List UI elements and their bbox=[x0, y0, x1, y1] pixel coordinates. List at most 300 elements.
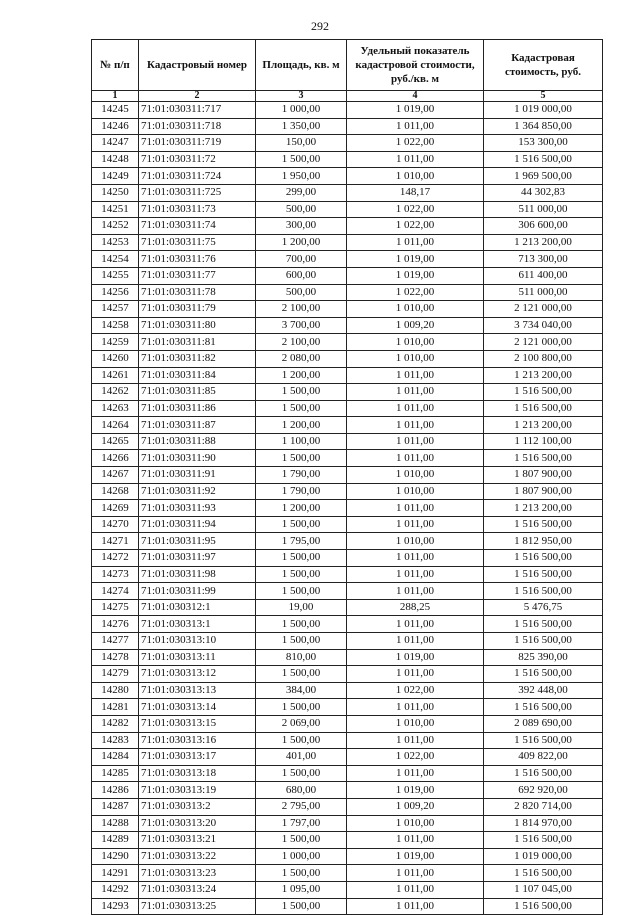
specific-index-cell: 1 010,00 bbox=[347, 334, 484, 351]
area-cell: 1 795,00 bbox=[256, 533, 347, 550]
cadastral-cost-cell: 2 100 800,00 bbox=[484, 350, 603, 367]
row-number-cell: 14277 bbox=[92, 633, 139, 650]
area-cell: 1 200,00 bbox=[256, 234, 347, 251]
row-number-cell: 14259 bbox=[92, 334, 139, 351]
table-row bbox=[92, 284, 603, 301]
table-row bbox=[92, 649, 603, 666]
table-row bbox=[92, 317, 603, 334]
cadastral-cost-cell: 2 820 714,00 bbox=[484, 798, 603, 815]
area-cell: 1 200,00 bbox=[256, 367, 347, 384]
cadastral-number-cell: 71:01:030311:88 bbox=[139, 433, 256, 450]
cadastral-number-cell: 71:01:030311:77 bbox=[139, 267, 256, 284]
cadastral-number-cell: 71:01:030311:99 bbox=[139, 583, 256, 600]
area-cell: 384,00 bbox=[256, 682, 347, 699]
cadastral-cost-cell: 1 516 500,00 bbox=[484, 583, 603, 600]
table-row bbox=[92, 184, 603, 201]
specific-index-cell: 1 011,00 bbox=[347, 765, 484, 782]
specific-index-cell: 1 009,20 bbox=[347, 317, 484, 334]
row-number-cell: 14253 bbox=[92, 234, 139, 251]
table-row bbox=[92, 881, 603, 898]
area-cell: 1 500,00 bbox=[256, 865, 347, 882]
table-row bbox=[92, 400, 603, 417]
row-number-cell: 14252 bbox=[92, 218, 139, 235]
column-number: 4 bbox=[347, 91, 484, 102]
column-number: 2 bbox=[139, 91, 256, 102]
table-row bbox=[92, 334, 603, 351]
cadastral-cost-cell: 1 516 500,00 bbox=[484, 151, 603, 168]
specific-index-cell: 1 011,00 bbox=[347, 384, 484, 401]
table-row bbox=[92, 301, 603, 318]
table-row bbox=[92, 168, 603, 185]
cadastral-cost-cell: 1 516 500,00 bbox=[484, 765, 603, 782]
cadastral-cost-cell: 511 000,00 bbox=[484, 201, 603, 218]
row-number-cell: 14248 bbox=[92, 151, 139, 168]
cadastral-number-cell: 71:01:030313:17 bbox=[139, 749, 256, 766]
area-cell: 1 500,00 bbox=[256, 765, 347, 782]
row-number-cell: 14246 bbox=[92, 118, 139, 135]
specific-index-cell: 1 011,00 bbox=[347, 616, 484, 633]
cadastral-number-cell: 71:01:030311:78 bbox=[139, 284, 256, 301]
specific-index-cell: 1 022,00 bbox=[347, 682, 484, 699]
table-row bbox=[92, 516, 603, 533]
cadastral-number-cell: 71:01:030311:86 bbox=[139, 400, 256, 417]
table-row bbox=[92, 201, 603, 218]
cadastral-cost-cell: 611 400,00 bbox=[484, 267, 603, 284]
specific-index-cell: 1 011,00 bbox=[347, 898, 484, 915]
table-row bbox=[92, 550, 603, 567]
cadastral-cost-cell: 153 300,00 bbox=[484, 135, 603, 152]
cadastral-cost-cell: 1 364 850,00 bbox=[484, 118, 603, 135]
table-row bbox=[92, 782, 603, 799]
cadastral-number-cell: 71:01:030311:94 bbox=[139, 516, 256, 533]
specific-index-cell: 1 011,00 bbox=[347, 234, 484, 251]
table-row bbox=[92, 267, 603, 284]
specific-index-cell: 1 011,00 bbox=[347, 583, 484, 600]
row-number-cell: 14263 bbox=[92, 400, 139, 417]
table-row bbox=[92, 765, 603, 782]
row-number-cell: 14275 bbox=[92, 599, 139, 616]
cadastral-number-cell: 71:01:030311:90 bbox=[139, 450, 256, 467]
cadastral-number-cell: 71:01:030313:22 bbox=[139, 848, 256, 865]
cadastral-cost-cell: 511 000,00 bbox=[484, 284, 603, 301]
table-row bbox=[92, 848, 603, 865]
table-row bbox=[92, 483, 603, 500]
table-row bbox=[92, 433, 603, 450]
area-cell: 1 100,00 bbox=[256, 433, 347, 450]
row-number-cell: 14245 bbox=[92, 102, 139, 119]
table-row bbox=[92, 815, 603, 832]
cadastral-number-cell: 71:01:030311:76 bbox=[139, 251, 256, 268]
specific-index-cell: 1 022,00 bbox=[347, 135, 484, 152]
area-cell: 1 500,00 bbox=[256, 616, 347, 633]
cadastral-number-cell: 71:01:030313:20 bbox=[139, 815, 256, 832]
area-cell: 1 000,00 bbox=[256, 102, 347, 119]
table-row bbox=[92, 865, 603, 882]
specific-index-cell: 1 011,00 bbox=[347, 699, 484, 716]
cadastral-number-cell: 71:01:030311:82 bbox=[139, 350, 256, 367]
cadastral-number-cell: 71:01:030311:73 bbox=[139, 201, 256, 218]
cadastral-number-cell: 71:01:030311:95 bbox=[139, 533, 256, 550]
column-number: 1 bbox=[92, 91, 139, 102]
cadastral-cost-cell: 1 112 100,00 bbox=[484, 433, 603, 450]
cadastral-cost-cell: 1 516 500,00 bbox=[484, 384, 603, 401]
table-row bbox=[92, 118, 603, 135]
table-row bbox=[92, 699, 603, 716]
area-cell: 1 500,00 bbox=[256, 550, 347, 567]
area-cell: 2 080,00 bbox=[256, 350, 347, 367]
specific-index-cell: 1 011,00 bbox=[347, 550, 484, 567]
table-row bbox=[92, 566, 603, 583]
cadastral-number-cell: 71:01:030311:98 bbox=[139, 566, 256, 583]
cadastral-cost-cell: 1 213 200,00 bbox=[484, 234, 603, 251]
cadastral-number-cell: 71:01:030313:10 bbox=[139, 633, 256, 650]
specific-index-cell: 1 011,00 bbox=[347, 566, 484, 583]
specific-index-cell: 1 011,00 bbox=[347, 433, 484, 450]
area-cell: 700,00 bbox=[256, 251, 347, 268]
cadastral-cost-cell: 1 516 500,00 bbox=[484, 566, 603, 583]
cadastral-number-cell: 71:01:030313:1 bbox=[139, 616, 256, 633]
table-row bbox=[92, 350, 603, 367]
table-row bbox=[92, 102, 603, 119]
area-cell: 1 350,00 bbox=[256, 118, 347, 135]
cadastral-number-cell: 71:01:030311:72 bbox=[139, 151, 256, 168]
cadastral-number-cell: 71:01:030311:724 bbox=[139, 168, 256, 185]
specific-index-cell: 1 011,00 bbox=[347, 450, 484, 467]
specific-index-cell: 1 011,00 bbox=[347, 417, 484, 434]
cadastral-cost-cell: 1 516 500,00 bbox=[484, 666, 603, 683]
header-cadastral-cost: Кадастровая стоимость, руб. bbox=[484, 40, 603, 91]
row-number-cell: 14287 bbox=[92, 798, 139, 815]
area-cell: 19,00 bbox=[256, 599, 347, 616]
area-cell: 1 500,00 bbox=[256, 666, 347, 683]
row-number-cell: 14271 bbox=[92, 533, 139, 550]
area-cell: 1 797,00 bbox=[256, 815, 347, 832]
cadastral-number-cell: 71:01:030313:19 bbox=[139, 782, 256, 799]
area-cell: 1 095,00 bbox=[256, 881, 347, 898]
row-number-cell: 14286 bbox=[92, 782, 139, 799]
row-number-cell: 14255 bbox=[92, 267, 139, 284]
specific-index-cell: 1 011,00 bbox=[347, 832, 484, 849]
cadastral-number-cell: 71:01:030313:14 bbox=[139, 699, 256, 716]
cadastral-cost-cell: 1 516 500,00 bbox=[484, 516, 603, 533]
row-number-cell: 14274 bbox=[92, 583, 139, 600]
row-number-cell: 14272 bbox=[92, 550, 139, 567]
table-row bbox=[92, 633, 603, 650]
cadastral-cost-cell: 1 107 045,00 bbox=[484, 881, 603, 898]
specific-index-cell: 288,25 bbox=[347, 599, 484, 616]
row-number-cell: 14266 bbox=[92, 450, 139, 467]
table-body bbox=[92, 102, 603, 915]
table-row bbox=[92, 218, 603, 235]
cadastral-cost-cell: 1 213 200,00 bbox=[484, 500, 603, 517]
table-row bbox=[92, 749, 603, 766]
cadastral-cost-cell: 1 516 500,00 bbox=[484, 616, 603, 633]
cadastral-number-cell: 71:01:030311:80 bbox=[139, 317, 256, 334]
cadastral-cost-cell: 2 121 000,00 bbox=[484, 301, 603, 318]
row-number-cell: 14257 bbox=[92, 301, 139, 318]
cadastral-number-cell: 71:01:030313:13 bbox=[139, 682, 256, 699]
specific-index-cell: 1 019,00 bbox=[347, 251, 484, 268]
cadastral-number-cell: 71:01:030311:75 bbox=[139, 234, 256, 251]
table-row bbox=[92, 467, 603, 484]
header-row-number: № п/п bbox=[92, 40, 139, 91]
table-row bbox=[92, 682, 603, 699]
area-cell: 1 950,00 bbox=[256, 168, 347, 185]
area-cell: 500,00 bbox=[256, 201, 347, 218]
specific-index-cell: 1 010,00 bbox=[347, 301, 484, 318]
specific-index-cell: 1 011,00 bbox=[347, 118, 484, 135]
page-number: 292 bbox=[311, 19, 329, 33]
table-row bbox=[92, 151, 603, 168]
row-number-cell: 14250 bbox=[92, 184, 139, 201]
area-cell: 2 795,00 bbox=[256, 798, 347, 815]
cadastral-number-cell: 71:01:030312:1 bbox=[139, 599, 256, 616]
row-number-cell: 14269 bbox=[92, 500, 139, 517]
cadastral-table-container bbox=[91, 39, 603, 915]
table-row bbox=[92, 599, 603, 616]
area-cell: 810,00 bbox=[256, 649, 347, 666]
cadastral-cost-cell: 1 213 200,00 bbox=[484, 367, 603, 384]
cadastral-cost-cell: 5 476,75 bbox=[484, 599, 603, 616]
table-row bbox=[92, 533, 603, 550]
cadastral-cost-cell: 1 516 500,00 bbox=[484, 732, 603, 749]
area-cell: 1 200,00 bbox=[256, 417, 347, 434]
cadastral-cost-cell: 1 807 900,00 bbox=[484, 483, 603, 500]
row-number-cell: 14292 bbox=[92, 881, 139, 898]
cadastral-number-cell: 71:01:030313:24 bbox=[139, 881, 256, 898]
header-cadastral-number: Кадастровый номер bbox=[139, 40, 256, 91]
specific-index-cell: 1 011,00 bbox=[347, 516, 484, 533]
cadastral-cost-cell: 2 089 690,00 bbox=[484, 715, 603, 732]
row-number-cell: 14258 bbox=[92, 317, 139, 334]
specific-index-cell: 1 011,00 bbox=[347, 732, 484, 749]
cadastral-cost-cell: 1 516 500,00 bbox=[484, 898, 603, 915]
cadastral-cost-cell: 1 019 000,00 bbox=[484, 102, 603, 119]
row-number-cell: 14282 bbox=[92, 715, 139, 732]
cadastral-cost-cell: 1 019 000,00 bbox=[484, 848, 603, 865]
area-cell: 1 790,00 bbox=[256, 483, 347, 500]
specific-index-cell: 1 022,00 bbox=[347, 284, 484, 301]
row-number-cell: 14260 bbox=[92, 350, 139, 367]
table-row bbox=[92, 450, 603, 467]
table-row bbox=[92, 583, 603, 600]
specific-index-cell: 1 011,00 bbox=[347, 151, 484, 168]
row-number-cell: 14293 bbox=[92, 898, 139, 915]
area-cell: 150,00 bbox=[256, 135, 347, 152]
cadastral-cost-cell: 1 812 950,00 bbox=[484, 533, 603, 550]
cadastral-cost-cell: 1 516 500,00 bbox=[484, 832, 603, 849]
row-number-cell: 14288 bbox=[92, 815, 139, 832]
cadastral-number-cell: 71:01:030313:2 bbox=[139, 798, 256, 815]
area-cell: 1 500,00 bbox=[256, 898, 347, 915]
table-row bbox=[92, 417, 603, 434]
column-number-row bbox=[92, 91, 603, 102]
cadastral-cost-cell: 409 822,00 bbox=[484, 749, 603, 766]
cadastral-cost-cell: 1 516 500,00 bbox=[484, 400, 603, 417]
cadastral-number-cell: 71:01:030311:85 bbox=[139, 384, 256, 401]
row-number-cell: 14281 bbox=[92, 699, 139, 716]
area-cell: 1 000,00 bbox=[256, 848, 347, 865]
table-row bbox=[92, 384, 603, 401]
row-number-cell: 14264 bbox=[92, 417, 139, 434]
area-cell: 1 500,00 bbox=[256, 400, 347, 417]
cadastral-number-cell: 71:01:030311:97 bbox=[139, 550, 256, 567]
cadastral-number-cell: 71:01:030313:23 bbox=[139, 865, 256, 882]
cadastral-cost-cell: 1 213 200,00 bbox=[484, 417, 603, 434]
table-row bbox=[92, 135, 603, 152]
area-cell: 1 200,00 bbox=[256, 500, 347, 517]
cadastral-number-cell: 71:01:030311:717 bbox=[139, 102, 256, 119]
row-number-cell: 14273 bbox=[92, 566, 139, 583]
area-cell: 1 500,00 bbox=[256, 566, 347, 583]
area-cell: 680,00 bbox=[256, 782, 347, 799]
area-cell: 2 100,00 bbox=[256, 334, 347, 351]
cadastral-number-cell: 71:01:030313:18 bbox=[139, 765, 256, 782]
row-number-cell: 14284 bbox=[92, 749, 139, 766]
cadastral-number-cell: 71:01:030313:16 bbox=[139, 732, 256, 749]
cadastral-cost-cell: 825 390,00 bbox=[484, 649, 603, 666]
cadastral-cost-cell: 1 516 500,00 bbox=[484, 633, 603, 650]
specific-index-cell: 1 011,00 bbox=[347, 881, 484, 898]
area-cell: 1 500,00 bbox=[256, 832, 347, 849]
cadastral-cost-cell: 692 920,00 bbox=[484, 782, 603, 799]
cadastral-cost-cell: 2 121 000,00 bbox=[484, 334, 603, 351]
table-row bbox=[92, 715, 603, 732]
cadastral-cost-cell: 44 302,83 bbox=[484, 184, 603, 201]
row-number-cell: 14256 bbox=[92, 284, 139, 301]
area-cell: 1 500,00 bbox=[256, 633, 347, 650]
row-number-cell: 14279 bbox=[92, 666, 139, 683]
cadastral-number-cell: 71:01:030311:87 bbox=[139, 417, 256, 434]
row-number-cell: 14251 bbox=[92, 201, 139, 218]
area-cell: 3 700,00 bbox=[256, 317, 347, 334]
cadastral-cost-cell: 1 516 500,00 bbox=[484, 865, 603, 882]
area-cell: 500,00 bbox=[256, 284, 347, 301]
cadastral-number-cell: 71:01:030311:93 bbox=[139, 500, 256, 517]
area-cell: 1 500,00 bbox=[256, 699, 347, 716]
table-row bbox=[92, 798, 603, 815]
row-number-cell: 14285 bbox=[92, 765, 139, 782]
specific-index-cell: 1 011,00 bbox=[347, 400, 484, 417]
row-number-cell: 14262 bbox=[92, 384, 139, 401]
specific-index-cell: 1 019,00 bbox=[347, 267, 484, 284]
cadastral-number-cell: 71:01:030313:25 bbox=[139, 898, 256, 915]
cadastral-cost-cell: 392 448,00 bbox=[484, 682, 603, 699]
row-number-cell: 14265 bbox=[92, 433, 139, 450]
specific-index-cell: 1 022,00 bbox=[347, 218, 484, 235]
area-cell: 401,00 bbox=[256, 749, 347, 766]
specific-index-cell: 1 011,00 bbox=[347, 367, 484, 384]
table-row bbox=[92, 666, 603, 683]
cadastral-value-table bbox=[91, 39, 603, 915]
cadastral-cost-cell: 713 300,00 bbox=[484, 251, 603, 268]
specific-index-cell: 1 010,00 bbox=[347, 483, 484, 500]
table-header-row bbox=[92, 40, 603, 91]
specific-index-cell: 1 019,00 bbox=[347, 848, 484, 865]
specific-index-cell: 148,17 bbox=[347, 184, 484, 201]
row-number-cell: 14254 bbox=[92, 251, 139, 268]
cadastral-number-cell: 71:01:030313:21 bbox=[139, 832, 256, 849]
specific-index-cell: 1 010,00 bbox=[347, 533, 484, 550]
row-number-cell: 14291 bbox=[92, 865, 139, 882]
area-cell: 1 500,00 bbox=[256, 151, 347, 168]
row-number-cell: 14249 bbox=[92, 168, 139, 185]
area-cell: 299,00 bbox=[256, 184, 347, 201]
specific-index-cell: 1 011,00 bbox=[347, 633, 484, 650]
cadastral-number-cell: 71:01:030311:79 bbox=[139, 301, 256, 318]
specific-index-cell: 1 011,00 bbox=[347, 865, 484, 882]
table-row bbox=[92, 732, 603, 749]
cadastral-number-cell: 71:01:030311:719 bbox=[139, 135, 256, 152]
table-row bbox=[92, 616, 603, 633]
row-number-cell: 14267 bbox=[92, 467, 139, 484]
row-number-cell: 14276 bbox=[92, 616, 139, 633]
cadastral-number-cell: 71:01:030311:74 bbox=[139, 218, 256, 235]
area-cell: 1 500,00 bbox=[256, 516, 347, 533]
column-number: 3 bbox=[256, 91, 347, 102]
specific-index-cell: 1 010,00 bbox=[347, 467, 484, 484]
area-cell: 2 069,00 bbox=[256, 715, 347, 732]
specific-index-cell: 1 010,00 bbox=[347, 168, 484, 185]
cadastral-number-cell: 71:01:030313:11 bbox=[139, 649, 256, 666]
area-cell: 2 100,00 bbox=[256, 301, 347, 318]
row-number-cell: 14270 bbox=[92, 516, 139, 533]
header-specific-index: Удельный показатель кадастровой стоимости, руб./кв. м bbox=[347, 40, 484, 91]
cadastral-number-cell: 71:01:030311:84 bbox=[139, 367, 256, 384]
specific-index-cell: 1 010,00 bbox=[347, 815, 484, 832]
table-row bbox=[92, 251, 603, 268]
cadastral-cost-cell: 1 969 500,00 bbox=[484, 168, 603, 185]
cadastral-cost-cell: 306 600,00 bbox=[484, 218, 603, 235]
cadastral-cost-cell: 1 516 500,00 bbox=[484, 550, 603, 567]
row-number-cell: 14290 bbox=[92, 848, 139, 865]
row-number-cell: 14278 bbox=[92, 649, 139, 666]
column-number: 5 bbox=[484, 91, 603, 102]
cadastral-number-cell: 71:01:030313:12 bbox=[139, 666, 256, 683]
cadastral-number-cell: 71:01:030311:81 bbox=[139, 334, 256, 351]
specific-index-cell: 1 011,00 bbox=[347, 666, 484, 683]
table-row bbox=[92, 898, 603, 915]
cadastral-cost-cell: 1 516 500,00 bbox=[484, 699, 603, 716]
area-cell: 1 500,00 bbox=[256, 583, 347, 600]
table-row bbox=[92, 500, 603, 517]
cadastral-cost-cell: 1 814 970,00 bbox=[484, 815, 603, 832]
cadastral-cost-cell: 1 516 500,00 bbox=[484, 450, 603, 467]
table-row bbox=[92, 832, 603, 849]
area-cell: 1 500,00 bbox=[256, 384, 347, 401]
table-row bbox=[92, 234, 603, 251]
row-number-cell: 14247 bbox=[92, 135, 139, 152]
header-area: Площадь, кв. м bbox=[256, 40, 347, 91]
cadastral-number-cell: 71:01:030311:725 bbox=[139, 184, 256, 201]
cadastral-cost-cell: 1 807 900,00 bbox=[484, 467, 603, 484]
specific-index-cell: 1 019,00 bbox=[347, 782, 484, 799]
table-row bbox=[92, 367, 603, 384]
row-number-cell: 14268 bbox=[92, 483, 139, 500]
row-number-cell: 14261 bbox=[92, 367, 139, 384]
row-number-cell: 14280 bbox=[92, 682, 139, 699]
cadastral-number-cell: 71:01:030313:15 bbox=[139, 715, 256, 732]
area-cell: 1 790,00 bbox=[256, 467, 347, 484]
specific-index-cell: 1 010,00 bbox=[347, 350, 484, 367]
area-cell: 300,00 bbox=[256, 218, 347, 235]
cadastral-number-cell: 71:01:030311:92 bbox=[139, 483, 256, 500]
area-cell: 1 500,00 bbox=[256, 732, 347, 749]
specific-index-cell: 1 022,00 bbox=[347, 201, 484, 218]
row-number-cell: 14283 bbox=[92, 732, 139, 749]
cadastral-number-cell: 71:01:030311:91 bbox=[139, 467, 256, 484]
cadastral-number-cell: 71:01:030311:718 bbox=[139, 118, 256, 135]
